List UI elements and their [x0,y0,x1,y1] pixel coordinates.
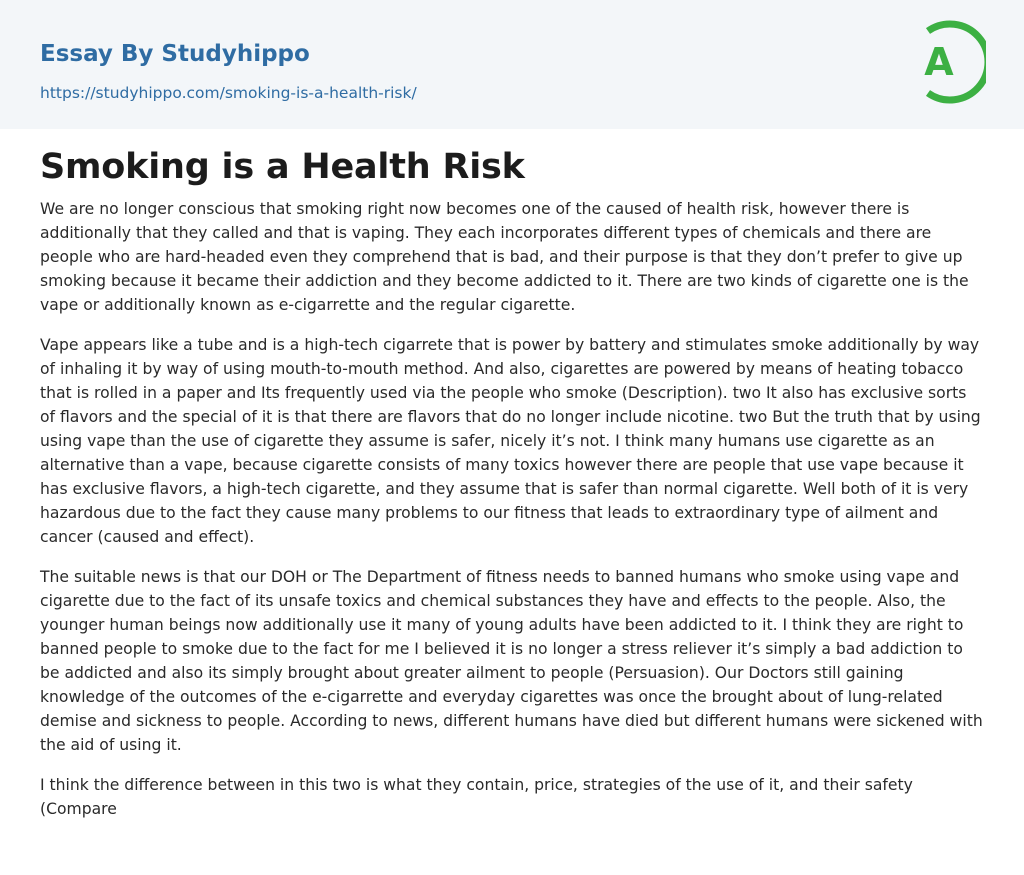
essay-paragraph-1: We are no longer conscious that smoking right now becomes one of the caused of health risk, however there is additionally that they called and that is vaping. They each incorporates different types of chemicals and there are people who are hard-headed even they comprehend that is bad, and their purpose is that they don’t prefer to give up smoking because it became their addiction and they become addicted to it. There are two kinds of cigarette one is the vape or additionally known as e-cigarrette and the regular cigarette. [40,200,969,314]
source-url-link[interactable]: https://studyhippo.com/smoking-is-a-health-risk/ [40,84,417,102]
brand-title: Essay By Studyhippo [40,41,310,67]
studyhippo-logo-icon [912,19,986,105]
site-header [0,0,1024,129]
essay-title: Smoking is a Health Risk [40,147,525,187]
essay-paragraph-4: I think the difference between in this two is what they contain, price, strategies of the use of it, and their safety (Compare [40,776,913,818]
essay-content [40,143,986,837]
essay-paragraph-3: The suitable news is that our DOH or The Department of fitness needs to banned humans who smoke using vape and cigarette due to the fact of its unsafe toxics and chemical substances they have and effects to the people. Also, the younger human beings now additionally use it many of young adults have been addicted to it. I think they are right to banned people to smoke due to the fact for me I believed it is no longer a stress reliever it’s simply a bad addiction to be addicted and also its simply brought about greater ailment to people (Persuasion). Our Doctors still gaining knowledge of the outcomes of the e-cigarrette and everyday cigarettes was once the brought about of lung-related demise and sickness to people. According to news, different humans have died but different humans were sickened with the aid of using it. [40,568,983,754]
essay-paragraph-2: Vape appears like a tube and is a high-tech cigarrete that is power by battery and stimulates smoke additionally by way of inhaling it by way of using mouth-to-mouth method. And also, cigarettes are powered by means of heating tobacco that is rolled in a paper and Its frequently used via the people who smoke (Description). two It also has exclusive sorts of flavors and the special of it is that there are flavors that do no longer include nicotine. two But the truth that by using using vape than the use of cigarette they assume is safer, nicely it’s not. I think many humans use cigarette as an alternative than a vape, because cigarette consists of many toxics however there are people that use vape because it has exclusive flavors, a high-tech cigarette, and they assume that is safer than normal cigarette. Well both of it is very hazardous due to the fact they cause many problems to our fitness that leads to extraordinary type of ailment and cancer (caused and effect). [40,336,981,546]
logo-letter: A [924,40,954,84]
